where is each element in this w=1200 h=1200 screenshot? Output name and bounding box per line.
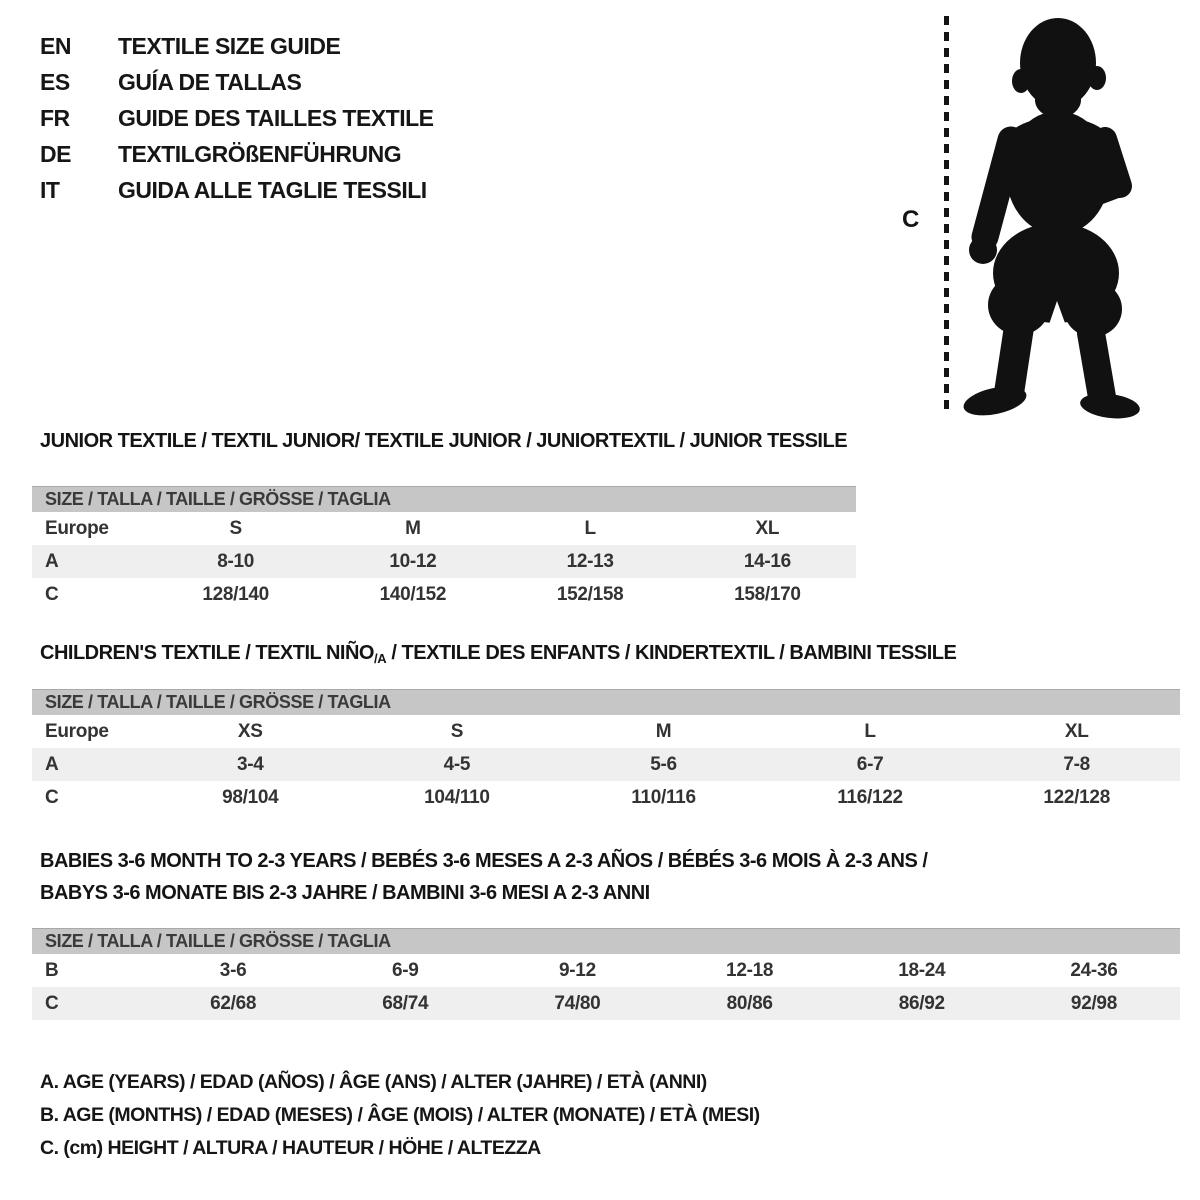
age-cell: 6-7 [856,753,884,775]
junior-size-table [32,486,856,611]
footnote-b: B. AGE (MONTHS) / EDAD (MESES) / ÂGE (MOIS) / ALTER (MONATE) / ETÀ (MESI) [40,1104,760,1126]
height-cell: 110/116 [631,786,696,808]
lang-code: EN [40,32,71,59]
table-row-height [32,578,856,611]
children-title-subscript: /A [373,651,387,666]
months-cell: 18-24 [898,959,946,981]
size-cell: M [655,720,672,742]
guide-title-de: TEXTILGRÖßENFÜHRUNG [118,140,402,167]
age-cell: 8-10 [217,550,255,572]
table-row-height [32,987,1180,1020]
lang-row-fr [40,100,434,136]
lang-row-es [40,64,434,100]
toddler-silhouette [955,5,1155,425]
age-cell: 3-4 [237,753,264,775]
age-cell: 4-5 [443,753,471,775]
children-size-table [32,689,1180,814]
size-table-header: SIZE / TALLA / TAILLE / GRÖSSE / TAGLIA [32,689,1180,715]
months-cell: 6-9 [391,959,419,981]
table-row-europe [32,715,1180,748]
babies-section-title [40,845,927,909]
months-cell: 24-36 [1070,959,1118,981]
babies-title-line2: BABYS 3-6 MONATE BIS 2-3 JAHRE / BAMBINI 3-6 MESI A 2-3 ANNI [40,882,650,904]
months-cell: 12-18 [726,959,774,981]
height-dashed-line [944,16,949,416]
size-table-header: SIZE / TALLA / TAILLE / GRÖSSE / TAGLIA [32,928,1180,954]
size-cell: L [584,517,596,539]
height-cell: 86/92 [898,992,945,1014]
children-section-title [40,642,956,666]
lang-code: ES [40,68,70,95]
guide-title-fr: GUIDE DES TAILLES TEXTILE [118,104,434,131]
age-cell: 5-6 [650,753,677,775]
row-label: Europe [45,517,109,539]
lang-row-de [40,136,434,172]
lang-code: IT [40,176,60,203]
height-cell: 98/104 [222,786,279,808]
row-label: Europe [45,720,109,742]
age-cell: 12-13 [566,550,614,572]
lang-row-it [40,172,434,208]
children-title-post: / TEXTILE DES ENFANTS / KINDERTEXTIL / BAMBINI TESSILE [386,642,957,664]
size-table-header: SIZE / TALLA / TAILLE / GRÖSSE / TAGLIA [32,486,856,512]
babies-size-table [32,928,1180,1020]
height-cell: 140/152 [379,583,447,605]
size-cell: L [864,720,876,742]
table-row-months [32,954,1180,987]
size-cell: XL [755,517,780,539]
row-label: C [45,786,59,808]
height-cell: 122/128 [1043,786,1110,808]
footnote-c: C. (cm) HEIGHT / ALTURA / HAUTEUR / HÖHE / ALTEZZA [40,1137,541,1159]
row-label: B [45,959,59,981]
age-cell: 14-16 [743,550,791,572]
junior-section-title: JUNIOR TEXTILE / TEXTIL JUNIOR/ TEXTILE JUNIOR / JUNIORTEXTIL / JUNIOR TESSILE [40,430,848,452]
row-label: A [45,753,59,775]
height-cell: 68/74 [382,992,429,1014]
lang-code: DE [40,140,71,167]
size-cell: S [229,517,242,539]
height-cell: 104/110 [424,786,490,808]
age-cell: 10-12 [389,550,437,572]
language-title-block [40,28,434,208]
size-cell: M [405,517,421,539]
table-row-age [32,748,1180,781]
height-cell: 116/122 [837,786,903,808]
guide-title-en: TEXTILE SIZE GUIDE [118,32,341,59]
height-cell: 152/158 [556,583,624,605]
table-row-height [32,781,1180,814]
row-label: A [45,550,59,572]
height-cell: 62/68 [210,992,257,1014]
height-cell: 80/86 [726,992,773,1014]
guide-title-it: GUIDA ALLE TAGLIE TESSILI [118,176,427,203]
height-cell: 92/98 [1070,992,1117,1014]
table-row-europe [32,512,856,545]
row-label: C [45,583,59,605]
age-cell: 7-8 [1063,753,1090,775]
months-cell: 9-12 [559,959,596,981]
babies-title-line1: BABIES 3-6 MONTH TO 2-3 YEARS / BEBÉS 3-6 MESES A 2-3 AÑOS / BÉBÉS 3-6 MOIS À 2-3 ANS / [40,850,928,872]
footnote-a: A. AGE (YEARS) / EDAD (AÑOS) / ÂGE (ANS) / ALTER (JAHRE) / ETÀ (ANNI) [40,1071,707,1093]
lang-row-en [40,28,434,64]
row-label: C [45,992,59,1014]
height-cell: 74/80 [554,992,601,1014]
guide-title-es: GUÍA DE TALLAS [118,68,302,95]
table-row-age [32,545,856,578]
height-cell: 158/170 [734,583,801,605]
height-cell: 128/140 [202,583,269,605]
height-measure-label: C [902,206,920,233]
months-cell: 3-6 [219,959,247,981]
children-title-pre: CHILDREN'S TEXTILE / TEXTIL NIÑO [40,642,374,664]
footnote-legend [40,1066,760,1165]
lang-code: FR [40,104,70,131]
size-cell: S [450,720,464,742]
size-cell: XL [1064,720,1089,742]
size-cell: XS [237,720,263,742]
